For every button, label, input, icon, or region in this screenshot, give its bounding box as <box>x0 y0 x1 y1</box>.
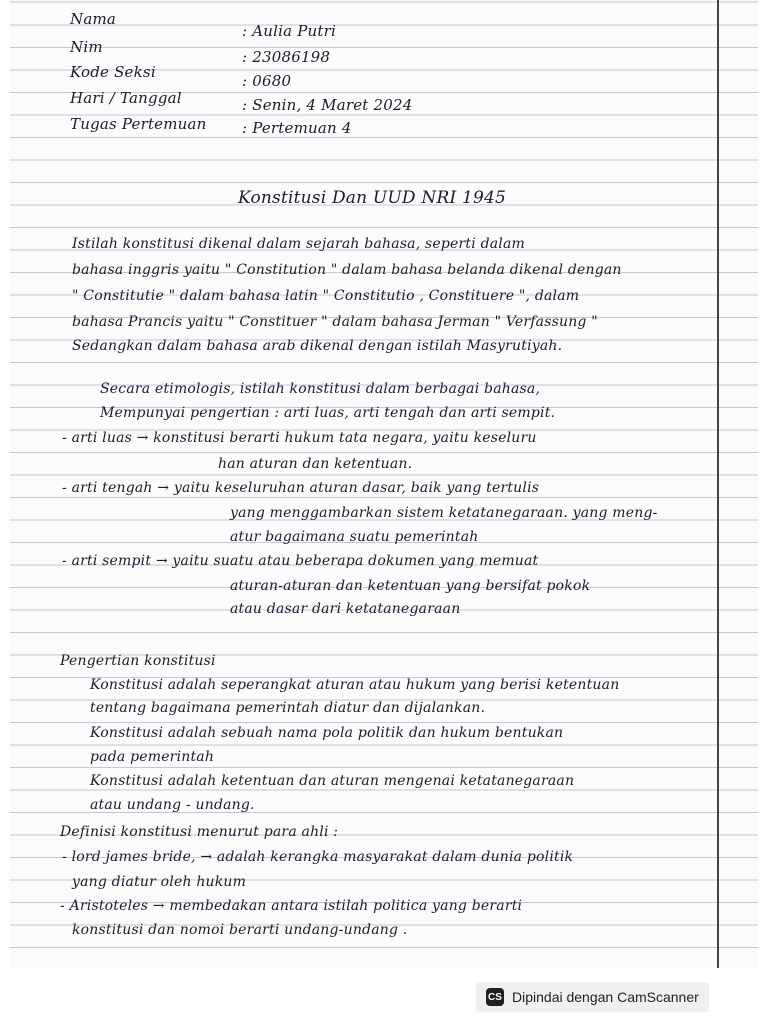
definisi-heading: Definisi konstitusi menurut para ahli : <box>60 824 339 840</box>
pengertian-line: pada pemerintah <box>90 749 215 765</box>
pengertian-line: tentang bagaimana pemerintah diatur dan dijalankan. <box>90 700 486 716</box>
definisi-line: yang diatur oleh hukum <box>72 874 247 890</box>
definisi-line: - Aristoteles → membedakan antara istilah politica yang berarti <box>60 898 523 914</box>
nim-value: : 23086198 <box>242 48 331 66</box>
arti-sempit-line: - arti sempit → yaitu suatu atau beberapa dokumen yang memuat <box>62 553 539 569</box>
page-title: Konstitusi Dan UUD NRI 1945 <box>238 188 507 208</box>
definisi-line: konstitusi dan nomoi berarti undang-undang . <box>72 922 408 938</box>
notebook-page <box>10 0 758 968</box>
hari-value: : Senin, 4 Maret 2024 <box>242 96 413 114</box>
tugas-label: Tugas Pertemuan <box>70 115 207 133</box>
para1-line: bahasa Prancis yaitu " Constituer " dalam bahasa Jerman " Verfassung " <box>72 314 598 330</box>
arti-luas-line: han aturan dan ketentuan. <box>218 456 413 472</box>
kode-label: Kode Seksi <box>70 63 156 81</box>
arti-tengah-line: yang menggambarkan sistem ketatanegaraan. yang meng- <box>230 505 658 521</box>
camscanner-icon: CS <box>486 988 504 1006</box>
arti-luas-line: - arti luas → konstitusi berarti hukum tata negara, yaitu keseluru <box>62 430 537 446</box>
para2-line: Mempunyai pengertian : arti luas, arti tengah dan arti sempit. <box>100 405 556 421</box>
arti-tengah-line: - arti tengah → yaitu keseluruhan aturan dasar, baik yang tertulis <box>62 480 540 496</box>
para2-line: Secara etimologis, istilah konstitusi dalam berbagai bahasa, <box>100 381 541 397</box>
margin-line <box>717 0 719 968</box>
camscanner-watermark <box>476 982 709 1012</box>
definisi-line: - lord james bride, → adalah kerangka masyarakat dalam dunia politik <box>62 849 574 865</box>
arti-sempit-line: atau dasar dari ketatanegaraan <box>230 601 461 617</box>
pengertian-line: Konstitusi adalah sebuah nama pola politik dan hukum bentukan <box>90 725 564 741</box>
pengertian-heading: Pengertian konstitusi <box>60 653 216 669</box>
kode-value: : 0680 <box>242 72 292 90</box>
nama-value: : Aulia Putri <box>242 22 336 40</box>
pengertian-line: Konstitusi adalah ketentuan dan aturan mengenai ketatanegaraan <box>90 773 575 789</box>
pengertian-line: Konstitusi adalah seperangkat aturan atau hukum yang berisi ketentuan <box>90 677 620 693</box>
pengertian-line: atau undang - undang. <box>90 797 255 813</box>
nim-label: Nim <box>70 38 103 56</box>
tugas-value: : Pertemuan 4 <box>242 119 352 137</box>
nama-label: Nama <box>70 10 117 28</box>
para1-line: Sedangkan dalam bahasa arab dikenal dengan istilah Masyrutiyah. <box>72 338 563 354</box>
arti-tengah-line: atur bagaimana suatu pemerintah <box>230 529 479 545</box>
para1-line: " Constitutie " dalam bahasa latin " Constitutio , Constituere ", dalam <box>72 288 580 304</box>
hari-label: Hari / Tanggal <box>70 89 182 107</box>
para1-line: Istilah konstitusi dikenal dalam sejarah bahasa, seperti dalam <box>72 236 525 252</box>
arti-sempit-line: aturan-aturan dan ketentuan yang bersifat pokok <box>230 578 591 594</box>
camscanner-text: Dipindai dengan CamScanner <box>512 989 699 1005</box>
para1-line: bahasa inggris yaitu " Constitution " dalam bahasa belanda dikenal dengan <box>72 262 622 278</box>
